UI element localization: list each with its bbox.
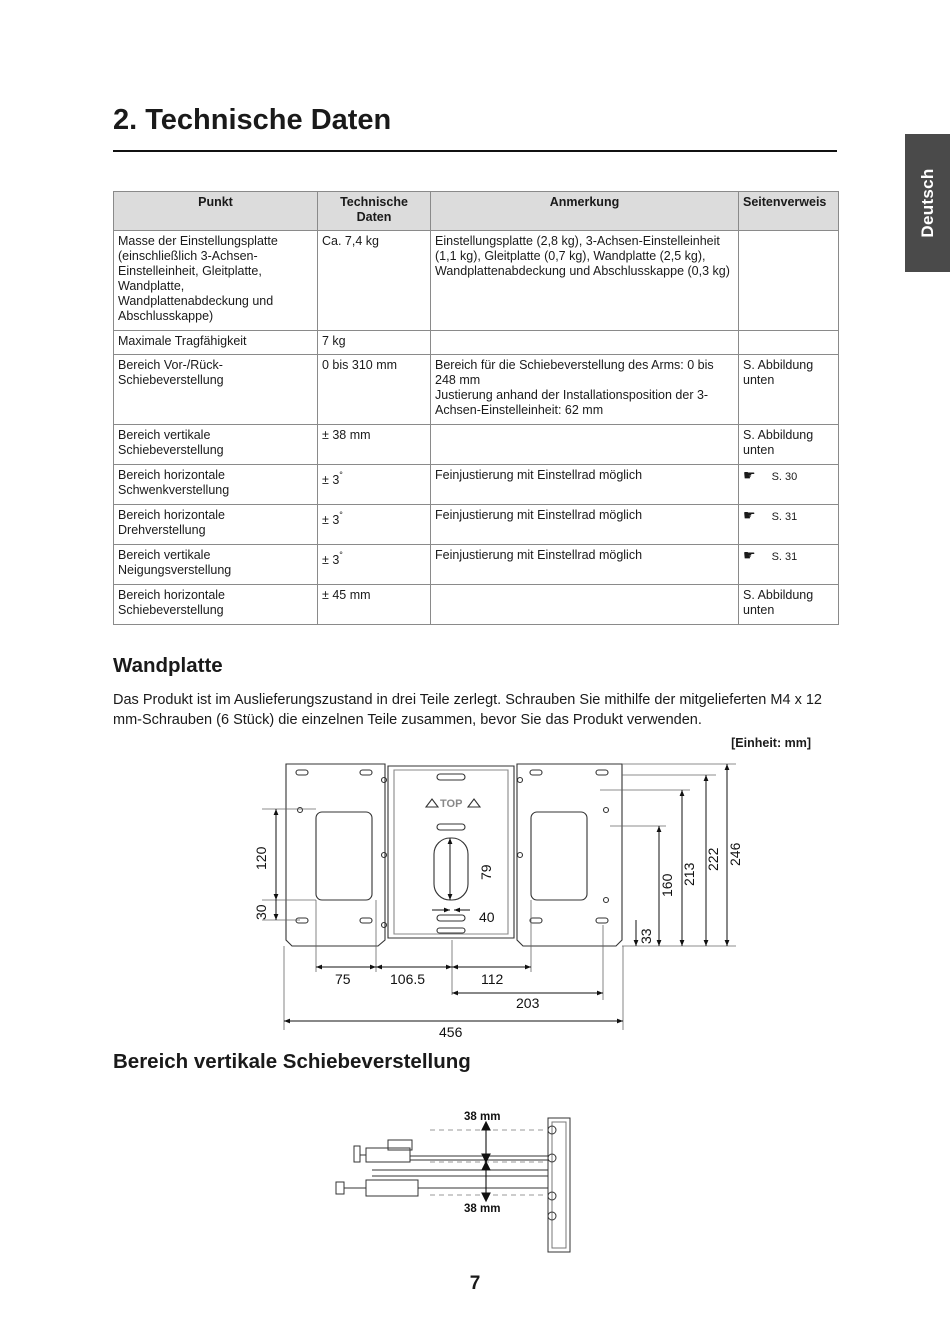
dim-33: 33 [638, 928, 654, 944]
page-reference-link[interactable]: S. 31 [771, 511, 798, 523]
cell-anmerkung: Feinjustierung mit Einstellrad möglich [431, 505, 739, 545]
note-line: Justierung anhand der Installationsposition der 3-Achsen-Einstelleinheit: 62 mm [435, 388, 709, 417]
col-header-anmerkung: Anmerkung [431, 192, 739, 231]
cell-daten: ± 38 mm [318, 425, 431, 465]
cell-verweis: S. Abbildung unten [739, 425, 839, 465]
language-tab-label: Deutsch [917, 168, 937, 238]
cell-daten: 0 bis 310 mm [318, 355, 431, 425]
section-heading-wandplatte: Wandplatte [113, 654, 223, 677]
cell-daten: Ca. 7,4 kg [318, 231, 431, 331]
dim-79: 79 [478, 864, 494, 880]
top-marker-label: TOP [440, 798, 463, 810]
col-header-punkt: Punkt [114, 192, 318, 231]
dim-120: 120 [253, 846, 269, 870]
note-line: Bereich für die Schiebeverstellung des Arms: 0 bis 248 mm [435, 358, 714, 387]
adjuster-unit-lower [366, 1180, 418, 1196]
pointing-hand-icon: ☛ [743, 547, 756, 563]
cell-anmerkung: Feinjustierung mit Einstellrad möglich [431, 545, 739, 585]
cell-daten: 7 kg [318, 331, 431, 355]
dim-456: 456 [439, 1024, 463, 1040]
value-text: ± 3 [322, 473, 340, 487]
page-number: 7 [469, 1273, 481, 1294]
dim-106-5: 106.5 [390, 971, 426, 987]
cell-punkt: Bereich horizontale Schwenkverstellung [114, 465, 318, 505]
page-title: 2. Technische Daten [113, 104, 392, 136]
dim-246: 246 [727, 842, 743, 866]
cell-punkt: Bereich vertikale Neigungsverstellung [114, 545, 318, 585]
wall-bracket [548, 1118, 570, 1252]
unit-label: [Einheit: mm] [731, 736, 811, 750]
cell-punkt: Bereich Vor-/Rück-Schiebeverstellung [114, 355, 318, 425]
col-header-verweis: Seitenverweis [739, 192, 839, 231]
dim-112: 112 [481, 971, 504, 987]
dim-75: 75 [335, 971, 351, 987]
cell-anmerkung: Einstellungsplatte (2,8 kg), 3-Achsen-Einstelleinheit (1,1 kg), Gleitplatte (0,7 kg), Wandplatte (2,5 kg), Wandplattenabdeckung und Abschlusskappe (0,3 kg) [431, 231, 739, 331]
section-heading-vertikal: Bereich vertikale Schiebeverstellung [113, 1050, 471, 1073]
dim-38-bottom: 38 mm [464, 1203, 501, 1215]
wandplatte-description: Das Produkt ist im Auslieferungszustand in drei Teile zerlegt. Schrauben Sie mithilfe der mitgelieferten M4 x 12 mm-Schrauben (6 Stück) die einzelnen Teile zusammen, bevor Sie das Produkt verwenden. [113, 692, 822, 728]
degree-sign: ° [339, 470, 343, 480]
cell-verweis: S. Abbildung unten [739, 355, 839, 425]
dim-160: 160 [659, 873, 675, 897]
dim-203: 203 [516, 995, 540, 1011]
degree-sign: ° [339, 550, 343, 560]
cell-punkt: Maximale Tragfähigkeit [114, 331, 318, 355]
value-text: ± 3 [322, 553, 340, 567]
cell-anmerkung: Feinjustierung mit Einstellrad möglich [431, 465, 739, 505]
dim-30: 30 [253, 904, 269, 920]
dim-38-top: 38 mm [464, 1111, 501, 1123]
cell-verweis: S. Abbildung unten [739, 585, 839, 625]
dim-222: 222 [705, 847, 721, 871]
cell-punkt: Bereich horizontale Drehverstellung [114, 505, 318, 545]
dim-40: 40 [479, 909, 495, 925]
degree-sign: ° [339, 510, 343, 520]
pointing-hand-icon: ☛ [743, 467, 756, 483]
page-reference-link[interactable]: S. 30 [771, 471, 798, 483]
dim-213: 213 [681, 862, 697, 886]
cell-punkt: Bereich vertikale Schiebeverstellung [114, 425, 318, 465]
value-text: ± 3 [322, 513, 340, 527]
pointing-hand-icon: ☛ [743, 507, 756, 523]
page-reference-link[interactable]: S. 31 [771, 551, 798, 563]
cell-daten: ± 45 mm [318, 585, 431, 625]
cell-punkt: Masse der Einstellungsplatte (einschließlich 3-Achsen-Einstelleinheit, Gleitplatte, Wandplatte, Wandplattenabdeckung und Abschlusskappe) [114, 231, 318, 331]
cell-punkt: Bereich horizontale Schiebeverstellung [114, 585, 318, 625]
col-header-daten: Technische Daten [318, 192, 431, 231]
